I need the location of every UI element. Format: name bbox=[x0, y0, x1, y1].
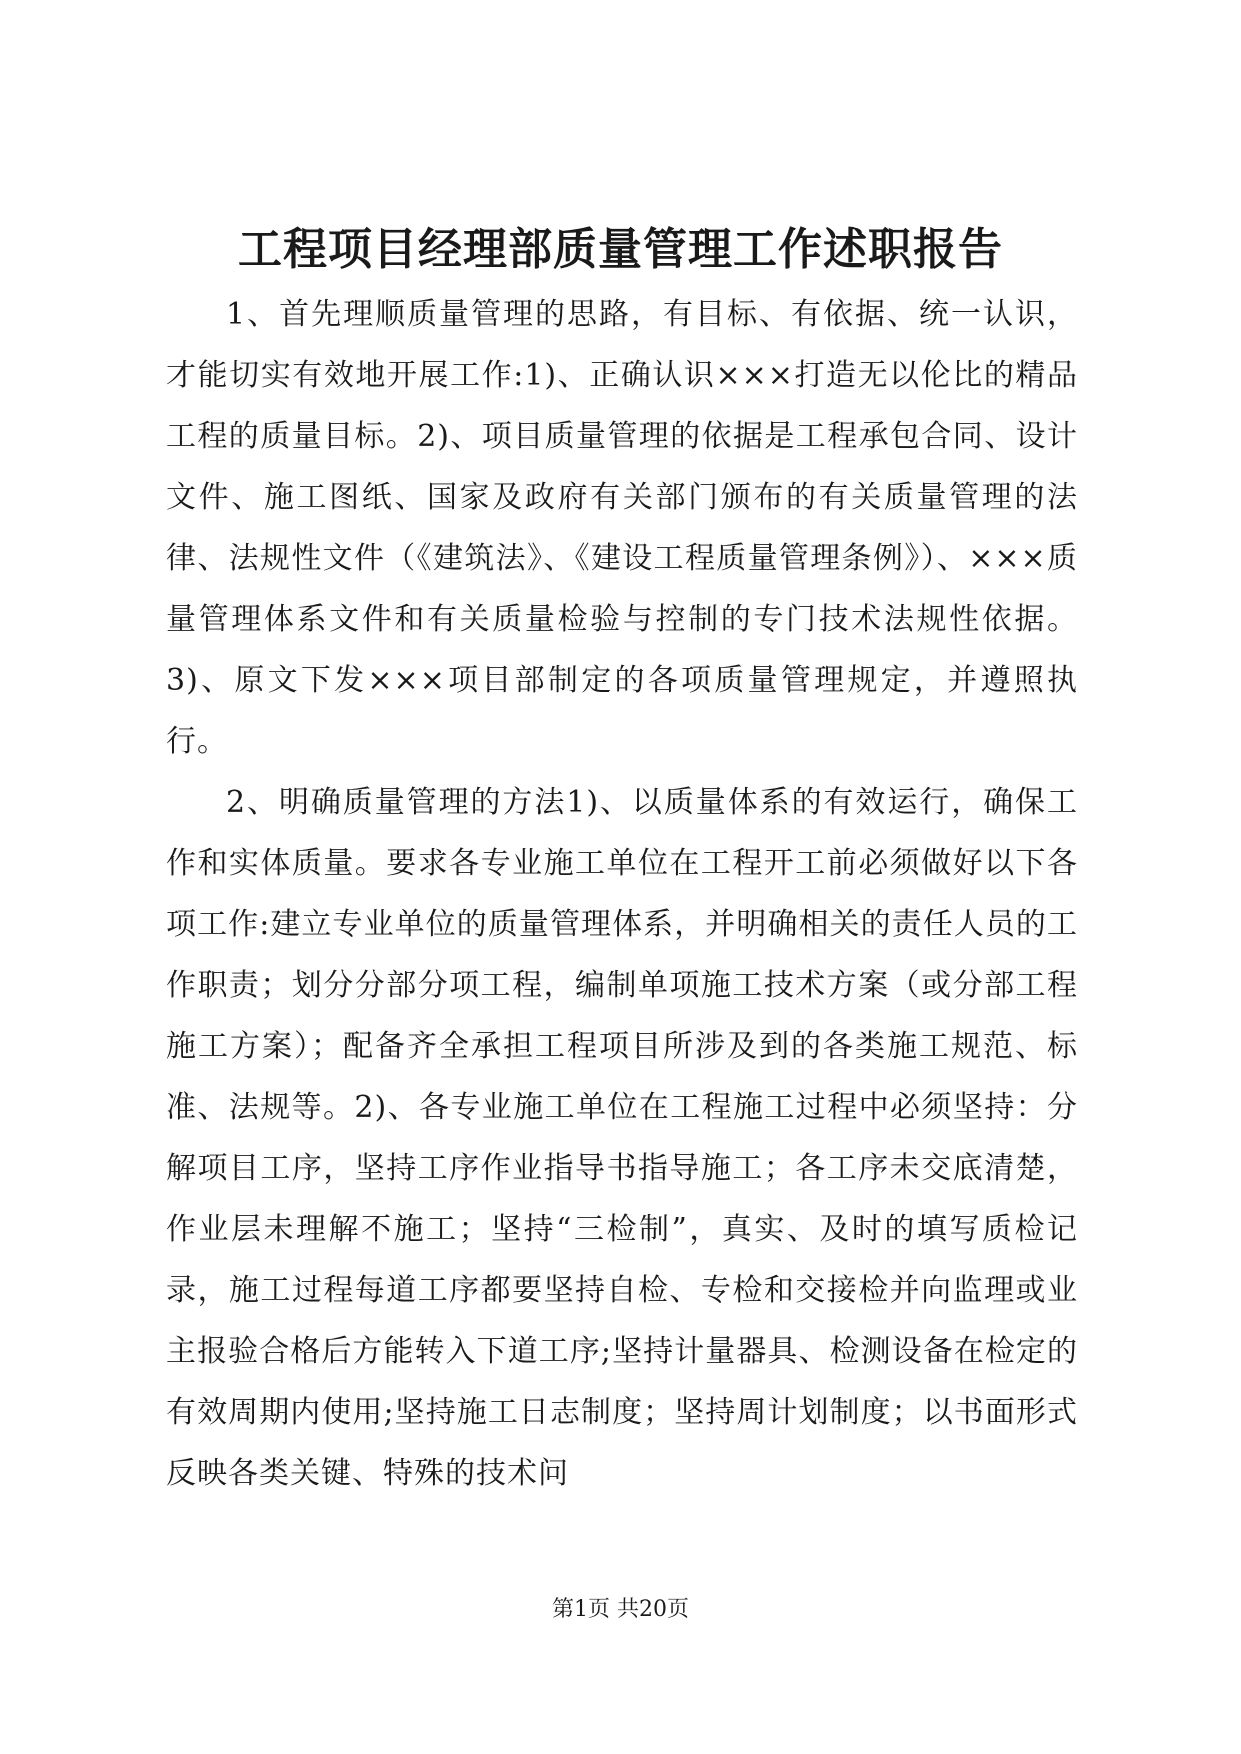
page-number-footer: 第1页 共20页 bbox=[552, 1597, 689, 1622]
paragraph-1: 1、首先理顺质量管理的思路，有目标、有依据、统一认识，才能切实有效地开展工作:1)、正确认识×××打造无以伦比的精品工程的质量目标。2)、项目质量管理的依据是工程承包合同、设计文件、施工图纸、国家及政府有关部门颁布的有关质量管理的法律、法规性文件（《建筑法》、《建设工程质量管理条例》）、×××质量管理体系文件和有关质量检验与控制的专门技术法规性依据。3)、原文下发×××项目部制定的各项质量管理规定，并遵照执行。 bbox=[166, 297, 1078, 759]
paragraph-2: 2、明确质量管理的方法1)、以质量体系的有效运行，确保工作和实体质量。要求各专业施工单位在工程开工前必须做好以下各项工作:建立专业单位的质量管理体系，并明确相关的责任人员的工作职责；划分分部分项工程，编制单项施工技术方案（或分部工程施工方案）；配备齐全承担工程项目所涉及到的各类施工规范、标准、法规等。2)、各专业施工单位在工程施工过程中必须坚持：分解项目工序，坚持工序作业指导书指导施工；各工序未交底清楚，作业层未理解不施工；坚持“三检制”，真实、及时的填写质检记录，施工过程每道工序都要坚持自检、专检和交接检并向监理或业主报验合格后方能转入下道工序;坚持计量器具、检测设备在检定的有效周期内使用;坚持施工日志制度；坚持周计划制度；以书面形式反映各类关键、特殊的技术问 bbox=[166, 785, 1078, 1491]
document-title: 工程项目经理部质量管理工作述职报告 bbox=[238, 224, 1003, 275]
document-body bbox=[166, 284, 1078, 1504]
